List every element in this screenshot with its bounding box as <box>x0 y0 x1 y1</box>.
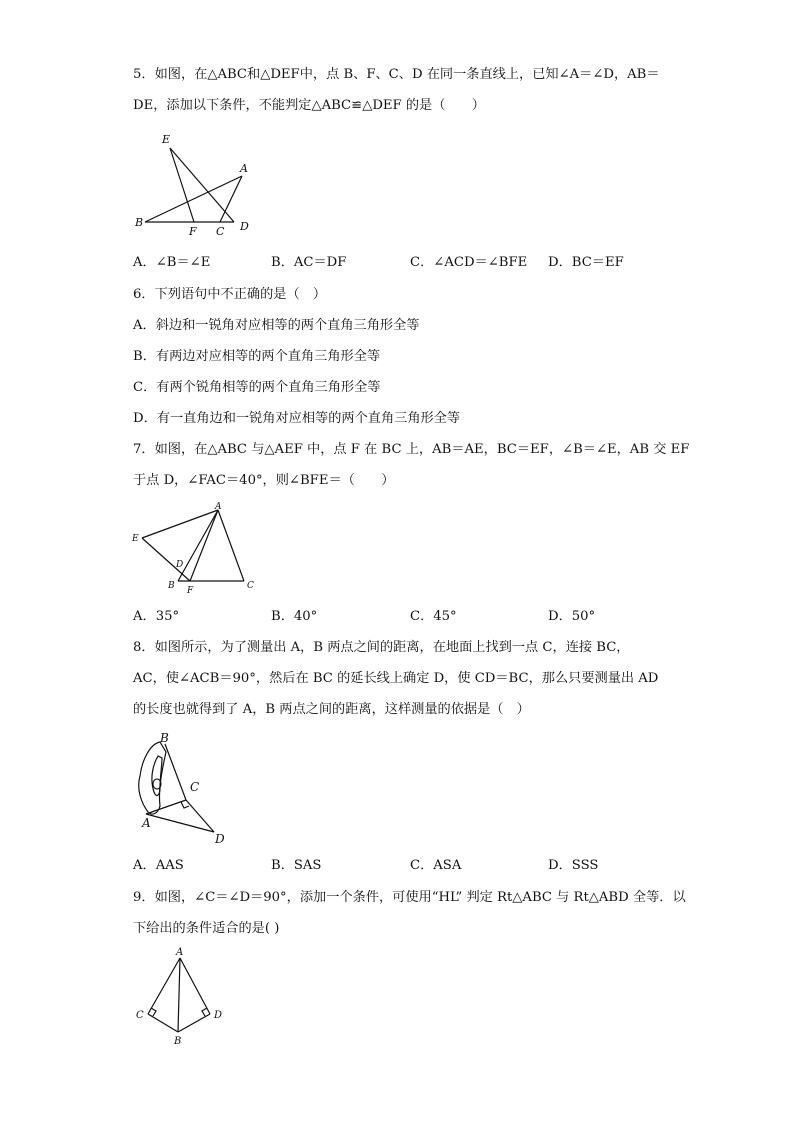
q8-label-C: C <box>190 780 200 794</box>
q5-option-c: C．∠ACD＝∠BFE <box>410 255 528 270</box>
q6-option-b: B．有两边对应相等的两个直角三角形全等 <box>133 349 381 364</box>
q5-stem-line1: 5．如图，在△ABC和△DEF中，点 B、F、C、D 在同一条直线上，已知∠A＝∠D，AB＝ <box>133 67 660 82</box>
q7-seg-AC <box>218 510 244 581</box>
q5-seg-AC <box>220 176 242 222</box>
q8-stem-line2: AC，使∠ACB＝90°，然后在 BC 的延长线上确定 D，使 CD＝BC，那么只要测量出 AD <box>133 671 659 686</box>
q7-label-A: A <box>215 502 222 512</box>
q8-label-B: B <box>160 731 169 745</box>
q5-stem-line2: DE，添加以下条件，不能判定△ABC≌△DEF 的是（ ） <box>133 98 485 113</box>
q7-label-D: D <box>176 560 184 570</box>
q5-label-D: D <box>240 220 249 233</box>
q9-figure <box>130 944 230 1048</box>
q5-label-C: C <box>216 225 225 238</box>
q8-seg-CD <box>186 800 214 832</box>
q8-figure <box>128 730 238 848</box>
q9-right-angle-c <box>151 1008 156 1016</box>
q6-option-d: D．有一直角边和一锐角对应相等的两个直角三角形全等 <box>133 411 461 426</box>
q9-label-A: A <box>176 947 184 958</box>
q8-option-b: B．SAS <box>271 858 322 873</box>
q8-option-a: A．AAS <box>133 858 184 873</box>
q7-option-d: D．50° <box>548 609 596 624</box>
q7-option-c: C．45° <box>410 609 457 624</box>
q8-option-d: D．SSS <box>548 858 599 873</box>
q7-label-E: E <box>132 534 139 544</box>
q7-label-F: F <box>187 586 194 596</box>
q5-figure <box>130 128 260 238</box>
q7-label-B: B <box>168 581 175 591</box>
q9-seg-AB <box>178 958 180 1032</box>
q8-label-D: D <box>215 832 225 846</box>
q5-seg-EF <box>170 148 194 222</box>
q8-seg-AD <box>146 814 214 832</box>
q7-figure <box>128 500 268 598</box>
q5-label-F: F <box>189 225 197 238</box>
q7-option-b: B．40° <box>271 609 318 624</box>
q7-label-C: C <box>247 581 254 591</box>
q7-seg-AF <box>190 510 218 581</box>
q9-seg-CB <box>148 1014 178 1032</box>
q5-label-E: E <box>162 133 171 146</box>
q5-option-b: B．AC＝DF <box>271 255 347 270</box>
q9-stem-line2: 下给出的条件适合的是( ) <box>133 921 280 936</box>
q8-seg-AC <box>146 800 186 814</box>
q7-option-a: A．35° <box>133 609 180 624</box>
q9-seg-AD <box>180 958 210 1014</box>
q5-option-a: A．∠B＝∠E <box>133 255 211 270</box>
q6-option-a: A．斜边和一锐角对应相等的两个直角三角形全等 <box>133 318 420 333</box>
q9-label-B: B <box>174 1036 182 1047</box>
q8-option-c: C．ASA <box>410 858 462 873</box>
q5-label-A: A <box>240 162 248 175</box>
q9-stem-line1: 9．如图，∠C＝∠D＝90°，添加一个条件，可使用“HL” 判定 Rt△ABC 与 Rt△ABD 全等．以 <box>133 890 686 905</box>
q5-label-B: B <box>135 216 144 229</box>
q6-stem: 6．下列语句中不正确的是（ ） <box>133 287 327 302</box>
q9-seg-DB <box>178 1014 210 1032</box>
q7-stem-line1: 7．如图，在△ABC 与△AEF 中，点 F 在 BC 上，AB＝AE，BC＝EF，∠B＝∠E，AB 交 EF <box>133 442 690 457</box>
q6-option-c: C．有两个锐角相等的两个直角三角形全等 <box>133 380 381 395</box>
q9-label-C: C <box>136 1010 144 1021</box>
q8-seg-BC <box>165 744 186 800</box>
q5-option-d: D．BC＝EF <box>548 255 624 270</box>
q8-label-A: A <box>142 816 151 830</box>
q9-label-D: D <box>214 1010 223 1021</box>
q7-seg-EA <box>142 510 218 538</box>
q9-right-angle-d <box>202 1008 207 1016</box>
q7-seg-AB <box>178 510 218 581</box>
q8-stem-line1: 8．如图所示，为了测量出 A，B 两点之间的距离，在地面上找到一点 C，连接 BC， <box>133 640 630 655</box>
q7-stem-line2: 于点 D，∠FAC＝40°，则∠BFE＝（ ） <box>133 473 395 488</box>
q8-pond-middle <box>152 756 162 795</box>
q9-seg-AC <box>148 958 180 1014</box>
q8-stem-line3: 的长度也就得到了 A，B 两点之间的距离，这样测量的依据是（ ） <box>133 702 530 717</box>
